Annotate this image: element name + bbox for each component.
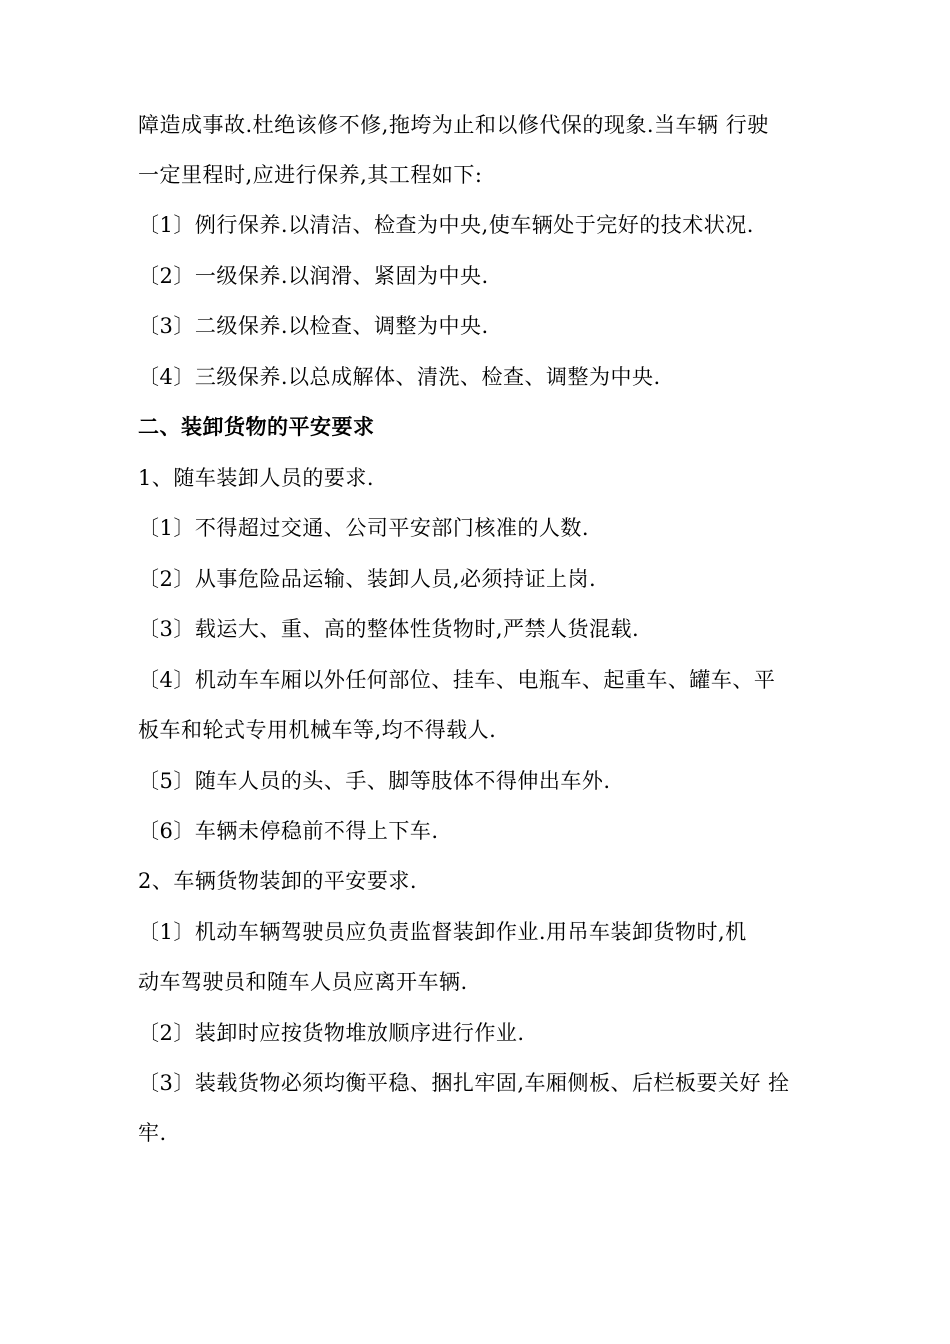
paragraph-line: 一定里程时,应进行保养,其工程如下: [138,163,483,187]
list-item: 〔3〕装载货物必须均衡平稳、捆扎牢固,车厢侧板、后栏板要关好 拴 [138,1071,790,1095]
list-item-continuation: 动车驾驶员和随车人员应离开车辆. [138,970,468,994]
list-item: 〔2〕一级保养.以润滑、紧固为中央. [138,264,489,288]
paragraph-line: 障造成事故.杜绝该修不修,拖垮为止和以修代保的现象.当车辆 行驶 [138,113,769,137]
subsection-title: 1、随车装卸人员的要求. [138,466,375,490]
list-item: 〔3〕载运大、重、高的整体性货物时,严禁人货混载. [138,617,640,641]
list-item: 〔4〕三级保养.以总成解体、清洗、检查、调整为中央. [138,365,661,389]
list-item: 〔2〕装卸时应按货物堆放顺序进行作业. [138,1021,525,1045]
section-heading: 二、装卸货物的平安要求 [138,414,375,439]
list-item-continuation: 板车和轮式专用机械车等,均不得载人. [138,718,497,742]
list-item: 〔1〕机动车辆驾驶员应负责监督装卸作业.用吊车装卸货物时,机 [138,920,747,944]
list-item: 〔5〕随车人员的头、手、脚等肢体不得伸出车外. [138,769,611,793]
list-item: 〔2〕从事危险品运输、装卸人员,必须持证上岗. [138,567,597,591]
list-item: 〔4〕机动车车厢以外任何部位、挂车、电瓶车、起重车、罐车、平 [138,668,776,692]
list-item: 〔3〕二级保养.以检查、调整为中央. [138,314,489,338]
list-item: 〔1〕不得超过交通、公司平安部门核准的人数. [138,516,590,540]
list-item: 〔6〕车辆未停稳前不得上下车. [138,819,439,843]
list-item: 〔1〕例行保养.以清洁、检查为中央,使车辆处于完好的技术状况. [138,213,754,237]
list-item-continuation: 牢. [138,1121,167,1145]
subsection-title: 2、车辆货物装卸的平安要求. [138,869,418,893]
